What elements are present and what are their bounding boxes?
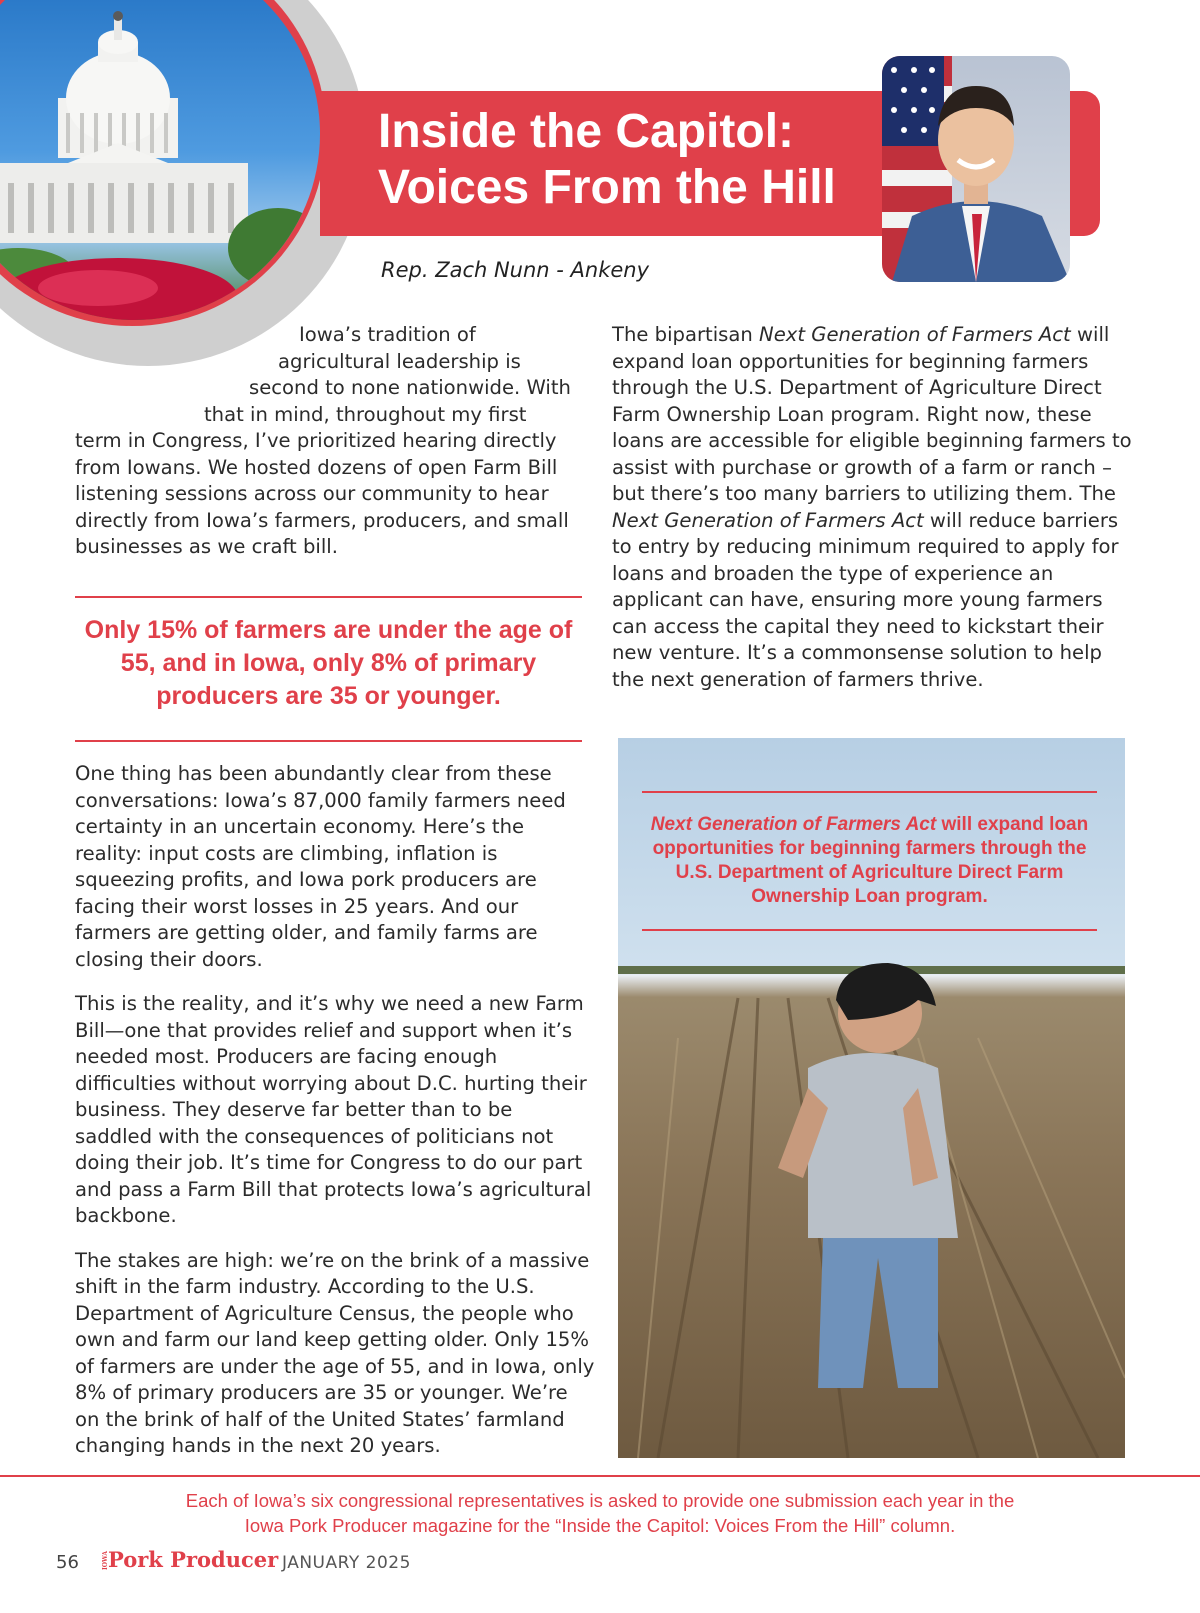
lead-paragraph bbox=[75, 322, 585, 561]
act-name-italic-1: Next Generation of Farmers Act bbox=[759, 323, 1071, 346]
issue-date: JANUARY 2025 bbox=[282, 1553, 411, 1573]
lead-line-3: second to none nationwide. With bbox=[249, 376, 571, 399]
pull-quote-emphasis-2: only 8% bbox=[312, 649, 407, 677]
byline: Rep. Zach Nunn - Ankeny bbox=[381, 258, 650, 282]
portrait-illustration bbox=[882, 56, 1070, 282]
footer-divider bbox=[0, 1475, 1200, 1477]
photo-quote-act-name: Next Generation of Farmers Act bbox=[650, 814, 937, 835]
publication-logo-small-text: IOWA bbox=[102, 1551, 109, 1571]
page-number: 56 bbox=[56, 1552, 79, 1573]
footer-note-line-2: Iowa Pork Producer magazine for the “Inside the Capitol: Voices From the Hill” column. bbox=[244, 1515, 956, 1536]
footer-note bbox=[60, 1488, 1140, 1538]
lead-line-4: that in mind, throughout my first bbox=[204, 402, 527, 426]
publication-logo-name: Pork Producer bbox=[108, 1547, 279, 1572]
author-portrait bbox=[882, 56, 1070, 282]
page-title bbox=[378, 104, 898, 216]
footer-note-line-1: Each of Iowa’s six congressional representatives is asked to provide one submission each year in the bbox=[185, 1490, 1015, 1511]
right-paragraph bbox=[612, 322, 1132, 693]
pull-quote-text bbox=[75, 614, 582, 713]
right-column-body bbox=[612, 322, 1132, 711]
publication-logo bbox=[102, 1547, 279, 1572]
lead-line-2: agricultural leadership is bbox=[278, 349, 521, 373]
right-paragraph-text-a: The bipartisan bbox=[612, 323, 760, 346]
right-paragraph-text-b: will expand loan opportunities for beginning farmers through the U.S. Department of Agriculture Direct Farm Ownership Loan program. Right now, these loans are accessible for eligible beginning farmers to assist with purchase or growth of a farm or ranch – but there’s too many barriers to utilizing them. The bbox=[612, 323, 1132, 505]
body-paragraph-2: This is the reality, and it’s why we need a new Farm Bill—one that provides relief and support when it’s needed most. Producers are facing enough difficulties without worrying about D.C. hurting their business. They deserve far better than to be saddled with the consequences of politicians not doing their job. It’s time for Congress to do our part and pass a Farm Bill that protects Iowa’s agricultural backbone. bbox=[75, 992, 592, 1227]
left-column-body bbox=[75, 761, 595, 1478]
body-paragraph-1: One thing has been abundantly clear from these conversations: Iowa’s 87,000 family farmers need certainty in an uncertain economy. Here’s the reality: input costs are climbing, inflation is squeezing profits, and Iowa pork producers are facing their worst losses in 25 years. And our farmers are getting older, and family farms are closing their doors. bbox=[75, 762, 566, 971]
lead-line-1: Iowa’s tradition of bbox=[299, 323, 476, 346]
photo-overlay-quote bbox=[642, 791, 1097, 931]
pull-quote-emphasis-1: Only 15% bbox=[84, 616, 198, 644]
right-paragraph-text-c: will reduce barriers to entry by reducing minimum required to apply for loans and broaden the type of experience an applicant can have, ensuring more young farmers can access the capital they need to kickstart their new venture. It’s a commonsense solution to help the next generation of farmers thrive. bbox=[612, 508, 1119, 691]
body-paragraph-3: The stakes are high: we’re on the brink of a massive shift in the farm industry. According to the U.S. Department of Agriculture Census, the people who own and farm our land keep getting older. Only 15% of farmers are under the age of 55, and in Iowa, only 8% of primary producers are 35 or younger. We’re on the brink of half of the United States’ farmland changing hands in the next 20 years. bbox=[75, 1248, 595, 1457]
pull-quote bbox=[75, 596, 582, 742]
pull-quote-segment-2: of farmers are under the age of 55, and in Iowa, bbox=[120, 616, 573, 677]
title-line-1: Inside the Capitol: bbox=[378, 105, 795, 158]
photo-overlay-quote-text bbox=[642, 813, 1097, 909]
pull-quote-segment-4: of primary producers are 35 or younger. bbox=[156, 649, 537, 710]
lead-rest: term in Congress, I’ve prioritized hearing directly from Iowans. We hosted dozens of open Farm Bill listening sessions across our community to hear directly from Iowa’s farmers, producers, and small businesses as we craft bill. bbox=[75, 429, 569, 558]
title-line-2: Voices From the Hill bbox=[378, 161, 836, 214]
act-name-italic-2: Next Generation of Farmers Act bbox=[612, 508, 924, 532]
photo-quote-body: will expand loan opportunities for beginning farmers through the U.S. Department of Agriculture Direct Farm Ownership Loan program. bbox=[652, 814, 1089, 907]
